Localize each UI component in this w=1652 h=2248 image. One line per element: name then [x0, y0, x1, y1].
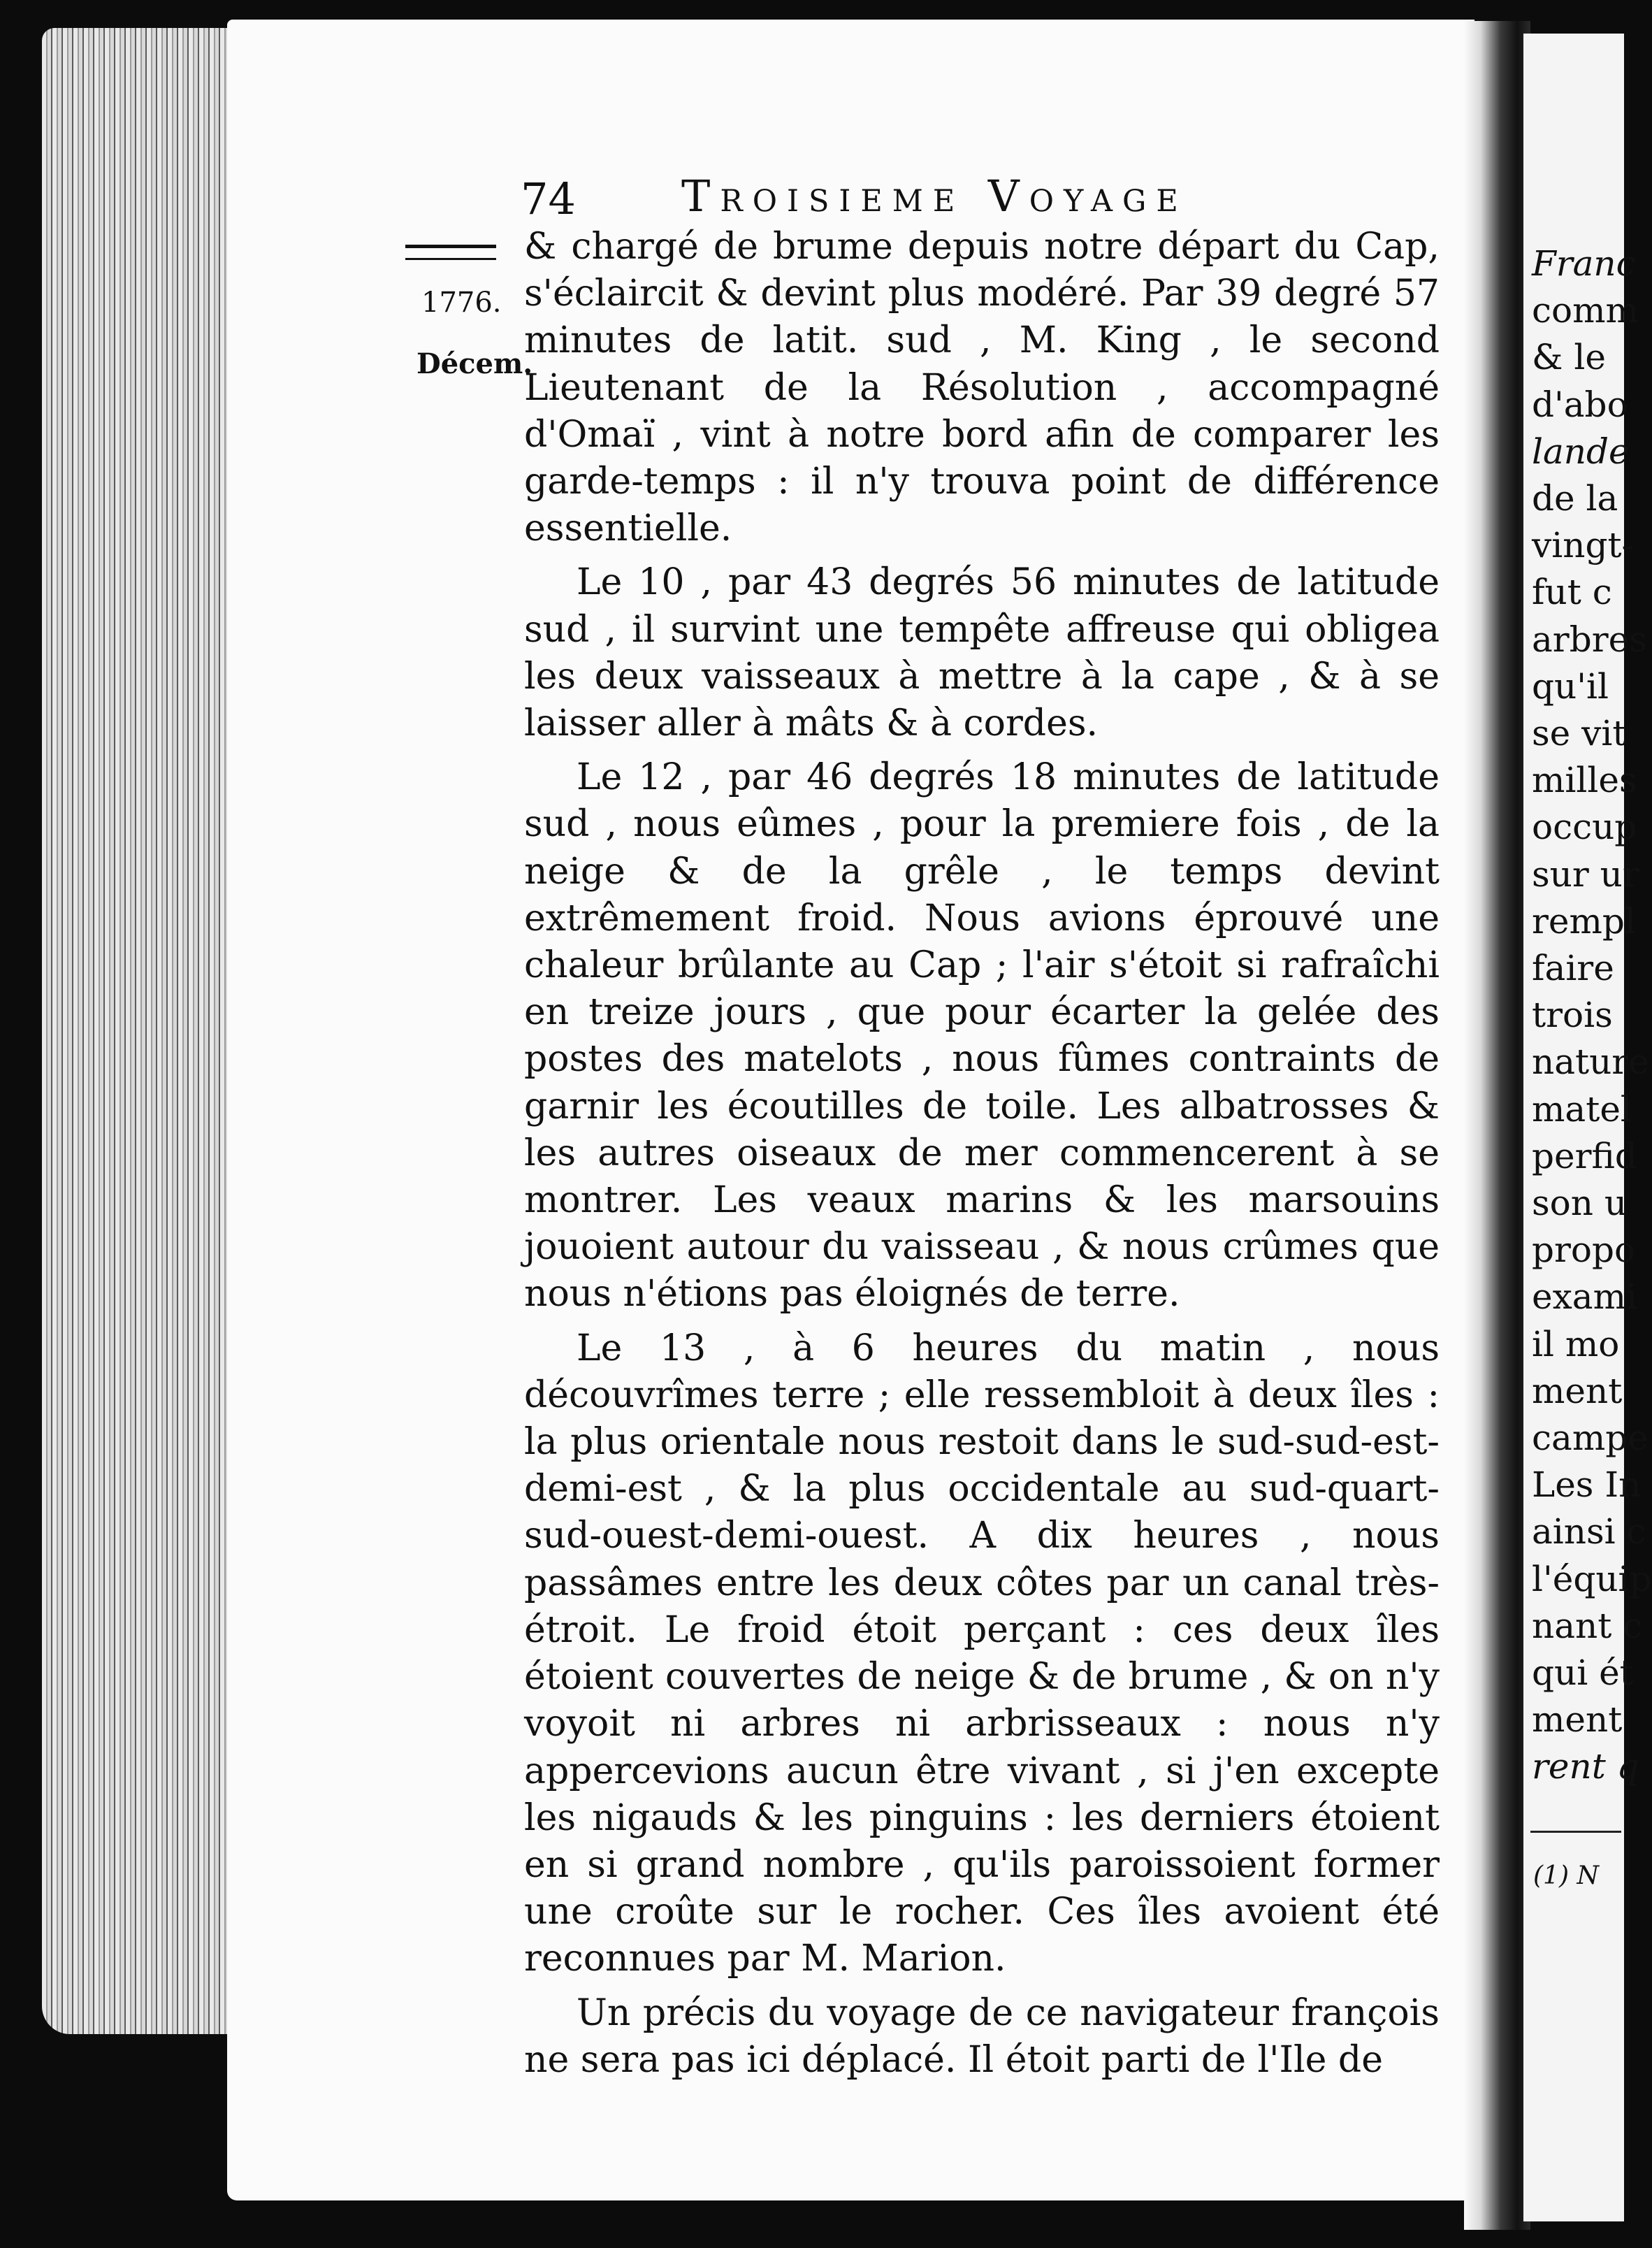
- right-page-line: de la: [1532, 478, 1618, 519]
- right-page-line: arbres: [1532, 619, 1647, 660]
- right-page-line: rempl: [1532, 900, 1636, 942]
- right-page-line: faire: [1532, 948, 1614, 988]
- paragraph: Le 13 , à 6 heures du matin , nous découvrîmes terre ; elle ressembloit à deux îles : la plus orientale nous restoit dans le sud-sud-est-demi-est , & la plus occidentale au sud-quart-sud-ouest-demi-ouest. A dix heures , nous passâmes entre les deux côtes par un canal très-étroit. Le froid étoit perçant : ces deux îles étoient couvertes de neige & de brume , & on n'y voyoit ni arbres ni arbrisseaux : nous n'y appercevions aucun être vivant , si j'en excepte les nigauds & les pinguins : les derniers étoient en si grand nombre , qu'ils paroissoient former une croûte sur le rocher. Ces îles avoient été reconnues par M. Marion.: [524, 1327, 1440, 1980]
- margin-year: 1776.: [421, 287, 502, 319]
- right-page-line: campe: [1532, 1418, 1649, 1458]
- right-page-line: l'équip: [1532, 1558, 1652, 1599]
- right-page-line: propo: [1532, 1230, 1636, 1271]
- right-page-line: ment: [1532, 1699, 1623, 1741]
- page-number: 74: [521, 173, 576, 224]
- book-gutter: [1464, 21, 1530, 2230]
- right-page-line: comm: [1532, 290, 1639, 331]
- right-page-footnote: (1) N: [1533, 1861, 1599, 1890]
- right-page-line: nature: [1532, 1042, 1649, 1083]
- right-page-line: sur ur: [1532, 853, 1639, 895]
- right-page-line: il mo: [1532, 1323, 1620, 1364]
- right-page-line: se vit: [1532, 713, 1627, 754]
- right-page-line: exami: [1532, 1276, 1638, 1318]
- right-page-line: vingt-: [1532, 525, 1634, 566]
- right-page-line: d'abo: [1532, 384, 1628, 425]
- right-page-line: Franc: [1532, 243, 1636, 284]
- margin-month: Décem.: [416, 347, 533, 380]
- running-title: Troisieme Voyage: [681, 171, 1188, 222]
- right-page-line: perfid: [1532, 1135, 1637, 1176]
- right-page-line: rent q: [1532, 1746, 1639, 1787]
- paragraph: & chargé de brume depuis notre départ du Cap, s'éclaircit & devint plus modéré. Par 39 degré 57 minutes de latit. sud , M. King , le second Lieutenant de la Résolution , accompagné d'Omaï , vint à notre bord afin de comparer les garde-temps : il n'y trouva point de différence essentielle.: [524, 226, 1440, 550]
- right-page-line: milles: [1532, 760, 1637, 801]
- right-page-line: qu'il: [1532, 665, 1609, 707]
- right-page-line: fut c: [1532, 572, 1612, 613]
- paragraph: Le 10 , par 43 degrés 56 minutes de latitude sud , il survint une tempête affreuse qui obligea les deux vaisseaux à mettre à la cape , & à se laisser aller à mâts & à cordes.: [524, 561, 1440, 745]
- right-page-line: son u: [1532, 1183, 1628, 1223]
- footnote-rule: [1530, 1831, 1621, 1833]
- right-page-line: ment: [1532, 1370, 1623, 1411]
- right-page-line: trois: [1532, 995, 1613, 1036]
- page-edges: [42, 28, 234, 2034]
- right-page-line: matel: [1532, 1088, 1632, 1130]
- right-page-line: lande: [1532, 431, 1630, 472]
- body-text: [524, 224, 1440, 2084]
- right-page-line: occup: [1532, 807, 1637, 848]
- paragraph: Le 12 , par 46 degrés 18 minutes de latitude sud , nous eûmes , pour la premiere fois , de la neige & de la grêle , le temps devint extrêmement froid. Nous avions éprouvé une chaleur brûlante au Cap ; l'air s'étoit si rafraîchi en treize jours , que pour écarter la gelée des postes des matelots , nous fûmes contraints de garnir les écoutilles de toile. Les albatrosses & les autres oiseaux de mer commencerent à se montrer. Les veaux marins & les marsouins jouoient autour du vaisseau , & nous crûmes que nous n'étions pas éloignés de terre.: [524, 756, 1440, 1316]
- right-page: [1523, 34, 1652, 2221]
- right-page-line: ainsi c: [1532, 1511, 1646, 1552]
- right-page-line: qui ét: [1532, 1652, 1634, 1693]
- right-page-line: & le: [1532, 337, 1606, 378]
- margin-rule: [405, 245, 496, 260]
- paragraph: Un précis du voyage de ce navigateur françois ne sera pas ici déplacé. Il étoit parti de l'Ile de: [524, 1991, 1440, 2081]
- right-page-line: nant c: [1532, 1605, 1643, 1646]
- right-page-line: Les In: [1532, 1464, 1642, 1506]
